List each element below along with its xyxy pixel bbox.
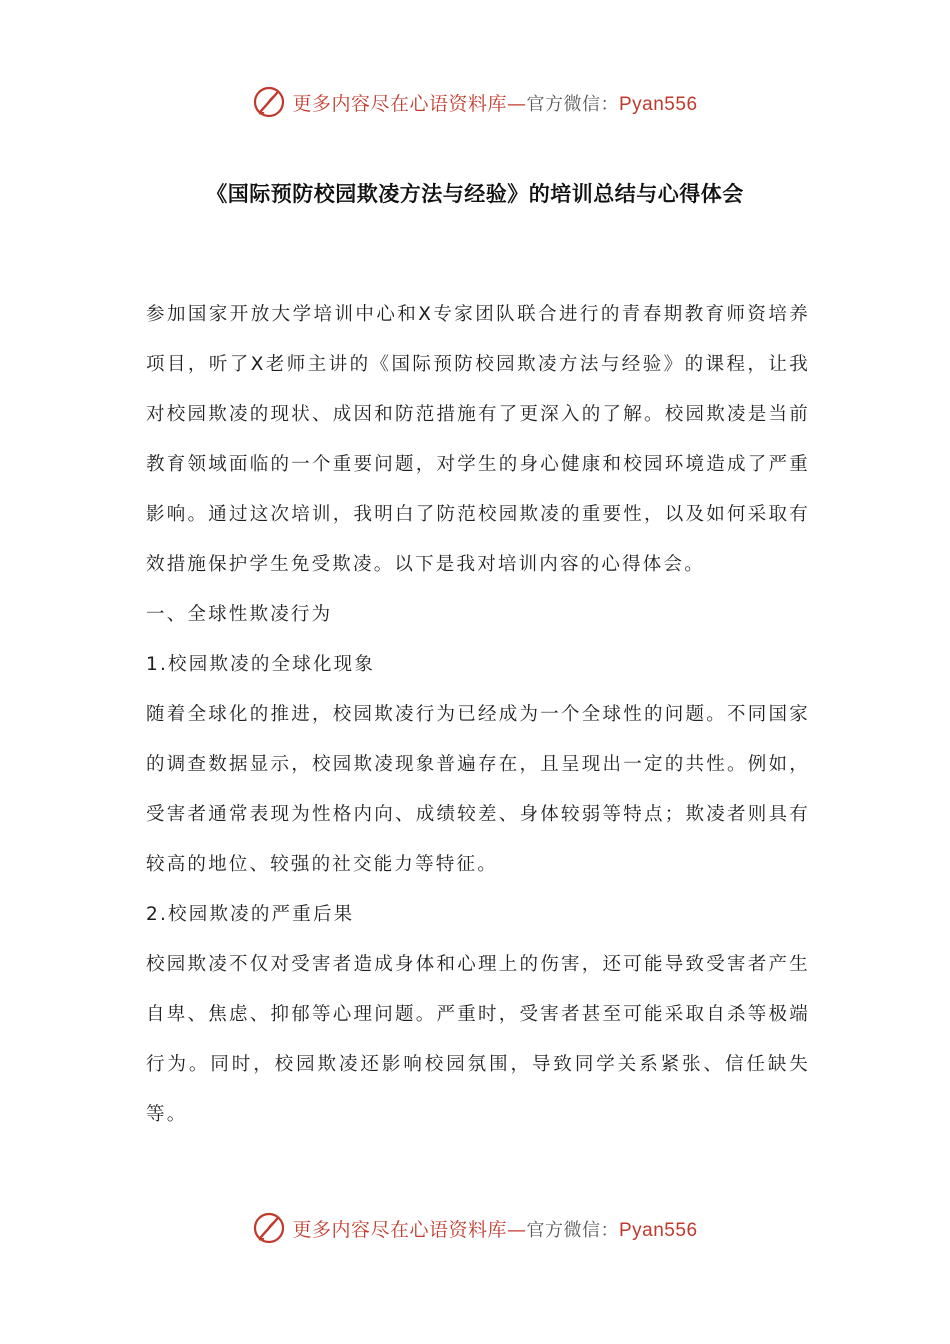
body-paragraph-consequences: 校园欺凌不仅对受害者造成身体和心理上的伤害，还可能导致受害者产生自卑、焦虑、抑郁等心理问题。严重时，受害者甚至可能采取自杀等极端行为。同时，校园欺凌还影响校园氛围，导致同学关系紧张、信任缺失等。 xyxy=(146,954,810,1125)
watermark-text xyxy=(292,1215,697,1242)
watermark-brand: 更多内容尽在心语资料库 xyxy=(292,1218,507,1241)
document-title: 《国际预防校园欺凌方法与经验》的培训总结与心得体会 xyxy=(206,182,744,206)
watermark-header xyxy=(0,82,950,122)
watermark-brand: 更多内容尽在心语资料库 xyxy=(292,92,507,115)
section-heading-1: 一、全球性欺凌行为 xyxy=(146,604,333,625)
subheading-1-2: 2.校园欺凌的严重后果 xyxy=(146,904,355,925)
document-body xyxy=(146,290,810,1140)
subheading-1-1: 1.校园欺凌的全球化现象 xyxy=(146,654,376,675)
watermark-wechat-id: Pyan556 xyxy=(619,93,698,115)
body-paragraph-intro: 参加国家开放大学培训中心和X专家团队联合进行的青春期教育师资培养项目，听了X老师主讲的《国际预防校园欺凌方法与经验》的课程，让我对校园欺凌的现状、成因和防范措施有了更深入的了解。校园欺凌是当前教育领域面临的一个重要问题，对学生的身心健康和校园环境造成了严重影响。通过这次培训，我明白了防范校园欺凌的重要性，以及如何采取有效措施保护学生免受欺凌。以下是我对培训内容的心得体会。 xyxy=(146,304,810,575)
watermark-footer xyxy=(0,1208,950,1248)
quill-logo-icon xyxy=(252,85,286,119)
watermark-wechat-label: 官方微信： xyxy=(526,1219,619,1241)
body-paragraph-globalization: 随着全球化的推进，校园欺凌行为已经成为一个全球性的问题。不同国家的调查数据显示，校园欺凌现象普遍存在，且呈现出一定的共性。例如，受害者通常表现为性格内向、成绩较差、身体较弱等特点；欺凌者则具有较高的地位、较强的社交能力等特征。 xyxy=(146,704,810,875)
watermark-wechat-id: Pyan556 xyxy=(619,1219,698,1241)
watermark-wechat-label: 官方微信： xyxy=(526,93,619,115)
watermark-text xyxy=(292,89,697,116)
quill-logo-icon xyxy=(252,1211,286,1245)
watermark-dash: — xyxy=(507,1218,527,1241)
watermark-dash: — xyxy=(507,92,527,115)
